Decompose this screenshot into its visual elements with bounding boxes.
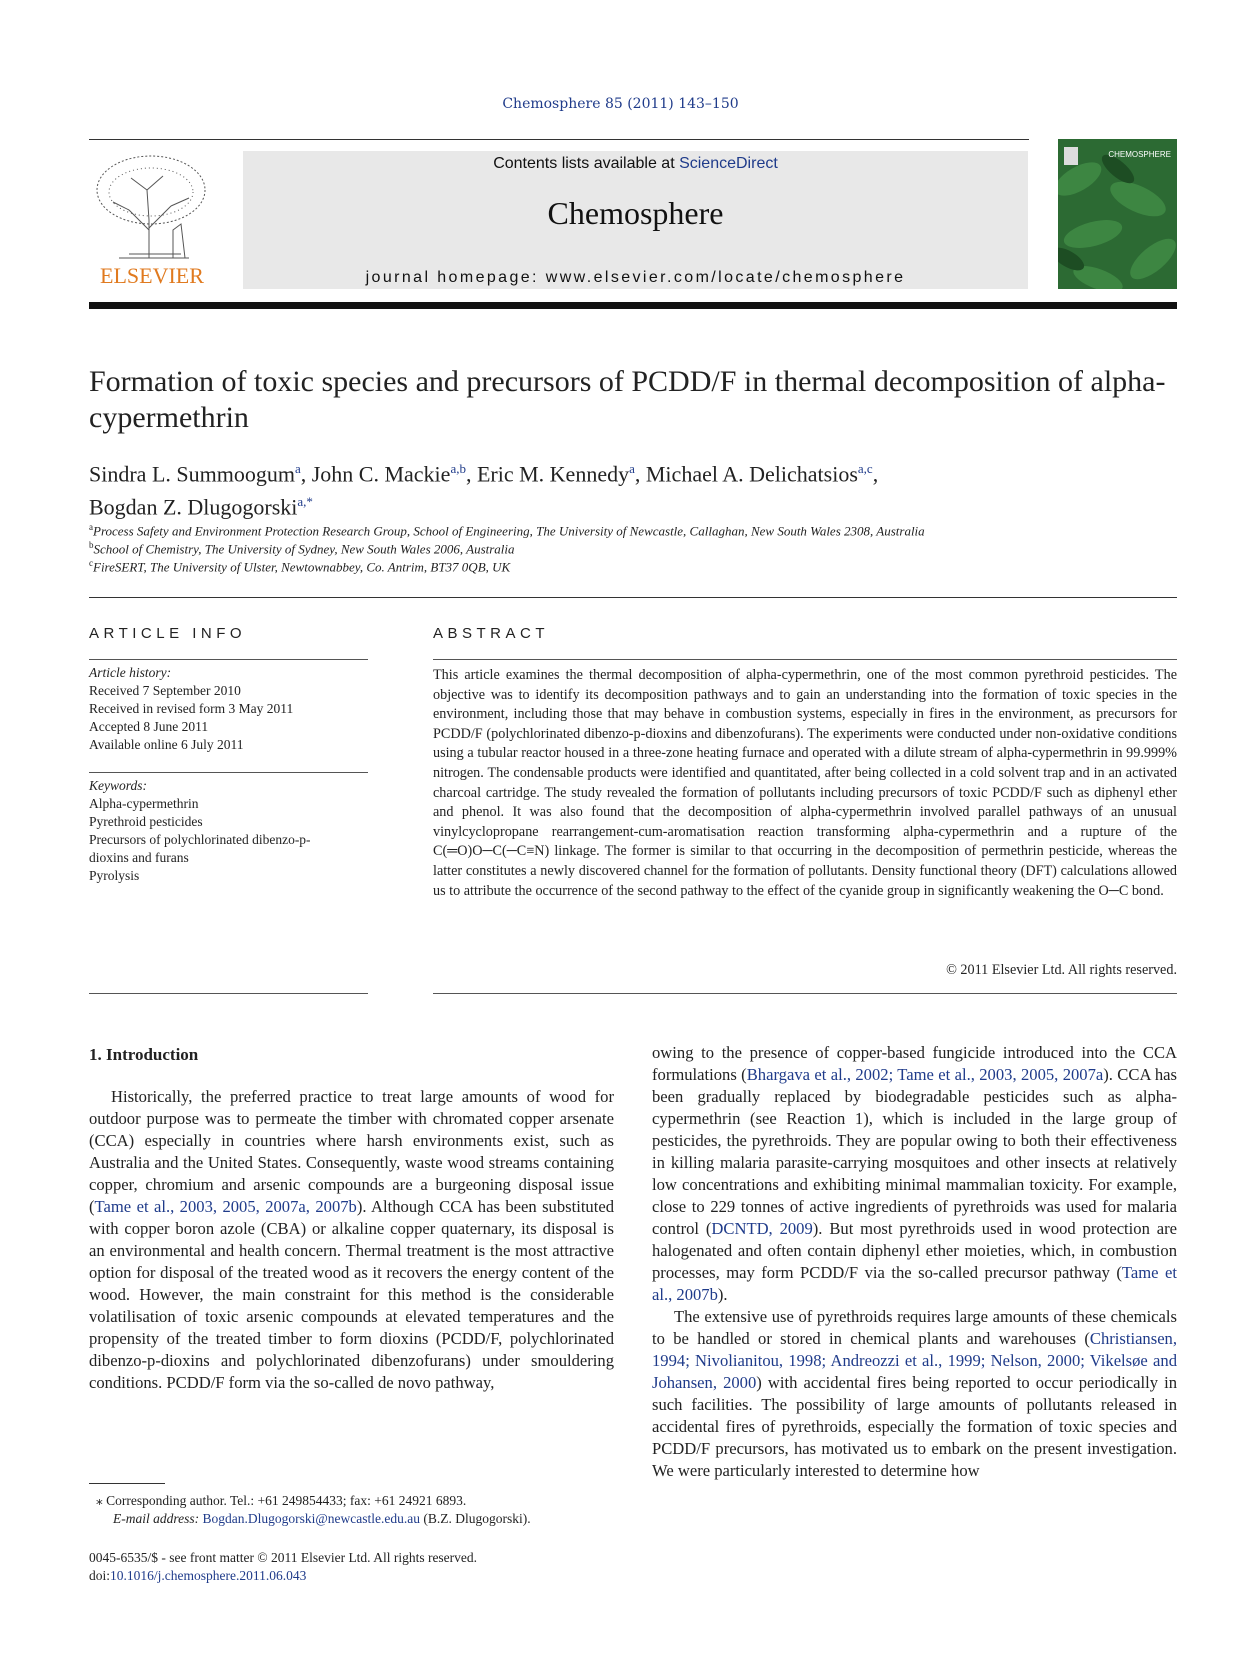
abstract-text: This article examines the thermal decomposition of alpha-cypermethrin, one of the most common pyrethroid pesticides. The objective was to identify its decomposition pathways and to gain an understanding into the formation of toxic species in the environment, including those that may behave in combustion systems, especially in fires in the environment, as precursors for PCDD/F (polychlorinated dibenzo-p-dioxins and dibenzofurans). The experiments were conducted under non-oxidative conditions using a tubular reactor housed in a three-zone heating furnace and operated with a dilute stream of alpha-cypermethrin in 99.999% nitrogen. The condensable products were identified and quantitated, after being collected in a cold solvent trap and in an activated charcoal cartridge. The study revealed the formation of pollutants including precursors of toxic PCDD/F such as diphenyl ether and phenol. It was also found that the decomposition of alpha-cypermethrin involved parallel pathways of an unusual vinylcyclopropane rearrangement-cum-aromatisation reaction transforming alpha-cypermethrin and a rupture of the C(═O)O─C(─C≡N) linkage. The former is similar to that occurring in the decomposition of permethrin pesticide, whereas the latter constitutes a newly discovered channel for the formation of pollutants. Density functional theory (DFT) calculations allowed us to attribute the occurrence of the second pathway to the effect of the cyanide group in significantly weakening the O─C bond. [433, 667, 1177, 899]
author-name: John C. Mackie [311, 461, 451, 487]
history-item: Available online 6 July 2011 [89, 737, 244, 752]
corresponding-author-note: ⁎ Corresponding author. Tel.: +61 249854433; fax: +61 24921 6893. [96, 1493, 467, 1508]
leaves-icon [1058, 139, 1177, 289]
journal-banner [243, 151, 1028, 289]
history-item: Accepted 8 June 2011 [89, 719, 209, 734]
info-rule [89, 772, 368, 773]
contents-line [243, 155, 1028, 173]
intro-right-column [652, 1042, 1177, 1482]
history-item: Received in revised form 3 May 2011 [89, 701, 294, 716]
keyword: Pyrolysis [89, 868, 140, 883]
issn-line: 0045-6535/$ - see front matter © 2011 Elsevier Ltd. All rights reserved. [89, 1550, 478, 1565]
citation-link[interactable]: Christiansen, 1994; Nivolianitou, 1998; Andreozzi et al., 1999; Nelson, 2000; Vikelsøe and Johansen, 2000 [652, 1329, 1177, 1392]
journal-citation[interactable]: Chemosphere 85 (2011) 143–150 [502, 96, 739, 112]
history-label: Article history: [89, 665, 172, 680]
author-affil-sup[interactable]: a,* [297, 494, 313, 510]
author-affil-sup[interactable]: a,c [857, 461, 873, 476]
author-affil-sup[interactable]: a,b [450, 461, 466, 476]
footnote-rule [89, 1483, 165, 1484]
info-rule [89, 993, 368, 994]
affiliation: $^c$FireSERT, The University of Ulster, Newtownabbey, Co. Antrim, BT37 0QB, UK [89, 558, 511, 575]
info-rule [89, 659, 368, 660]
intro-left-column: Historically, the preferred practice to treat large amounts of wood for outdoor purpose was to permeate the timber with chromated copper arsenate (CCA) especially in countries where harsh environments exist, such as Australia and the United States. Consequently, waste wood streams containing copper, chromium and arsenic compounds are a burgeoning disposal issue (Tame et al., 2003, 2005, 2007a, 2007b). Although CCA has been substituted with copper boron azole (CBA) or alkaline copper quaternary, its disposal is an environmental and health concern. Thermal treatment is the most attractive option for disposal of the treated wood as it recovers the energy content of the wood. However, the main constraint for this method is the considerable volatilisation of toxic arsenic compounds at elevated temperatures and the propensity of the treated timber to form dioxins (PCDD/F, polychlorinated dibenzo-p-dioxins and polychlorinated dibenzofurans) under smouldering conditions. PCDD/F form via the so-called de novo pathway, [89, 1087, 614, 1392]
article-history [89, 664, 368, 754]
citation-link[interactable]: DCNTD, 2009 [711, 1219, 813, 1238]
citation-link[interactable]: Tame et al., 2003, 2005, 2007a, 2007b [94, 1197, 357, 1216]
email-note: E-mail address: Bogdan.Dlugogorski@newcastle.edu.au (B.Z. Dlugogorski). [113, 1511, 531, 1526]
author-name: Bogdan Z. Dlugogorski [89, 494, 298, 520]
author-name: Michael A. Delichatsios [645, 461, 858, 487]
keywords [89, 777, 368, 885]
sciencedirect-link[interactable]: ScienceDirect [679, 155, 778, 172]
introduction-heading: 1. Introduction [89, 1045, 199, 1064]
journal-homepage[interactable]: journal homepage: www.elsevier.com/locate/chemosphere [365, 269, 906, 286]
affiliation: $^a$Process Safety and Environment Protection Research Group, School of Engineering, The University of Newcastle, Callaghan, New South Wales 2308, Australia [89, 522, 925, 539]
citation-link[interactable]: Bhargava et al., 2002; Tame et al., 2003, 2005, 2007a [746, 1065, 1104, 1084]
keyword: Pyrethroid pesticides [89, 814, 203, 829]
elsevier-logo [89, 150, 215, 290]
tree-icon [89, 150, 215, 290]
history-item: Received 7 September 2010 [89, 683, 241, 698]
cover-title: CHEMOSPHERE [1108, 150, 1171, 159]
doi-line: doi:10.1016/j.chemosphere.2011.06.043 [89, 1568, 307, 1583]
author-name: Eric M. Kennedy [476, 461, 630, 487]
author-list: Sindra L. Summoogum$^a$, John C. Mackie$^{a,b}$, Eric M. Kennedy$^a$, Michael A. Delichatsios$^{a,c}$, Bogdan Z. Dlugogorski$^{a,*}$ [89, 461, 879, 520]
header-thick-rule [89, 302, 1177, 309]
abstract-rule [433, 659, 1177, 660]
keywords-label: Keywords: [89, 778, 147, 793]
keyword: Alpha-cypermethrin [89, 796, 199, 811]
journal-name: Chemosphere [547, 195, 724, 231]
email-link[interactable]: Bogdan.Dlugogorski@newcastle.edu.au [202, 1511, 421, 1526]
journal-cover-image [1058, 139, 1177, 289]
keyword: Precursors of polychlorinated dibenzo-p- [89, 832, 311, 847]
citation-link[interactable]: Tame et al., 2007b [652, 1263, 1177, 1304]
paragraph: The extensive use of pyrethroids requires large amounts of these chemicals to be handled or stored in chemical plants and warehouses (Christiansen, 1994; Nivolianitou, 1998; Andreozzi et al., 1999; Nelson, 2000; Vikelsøe and Johansen, 2000) with accidental fires being reported to occur periodically in such facilities. The possibility of large amounts of pollutants released in accidental fires of pyrethroids, especially the formation of toxic species and PCDD/F precursors, has motivated us to embark on the present investigation. We were particularly interested to determine how [652, 1307, 1177, 1480]
abstract-copyright: © 2011 Elsevier Ltd. All rights reserved. [946, 962, 1177, 978]
author-name: Sindra L. Summoogum [89, 461, 295, 487]
section-rule [89, 597, 1177, 598]
affiliation: $^b$School of Chemistry, The University of Sydney, New South Wales 2006, Australia [89, 540, 515, 557]
author-affil-sup[interactable]: a [629, 461, 635, 476]
header-rule [89, 139, 1029, 140]
keyword: dioxins and furans [89, 850, 189, 865]
doi-link[interactable]: 10.1016/j.chemosphere.2011.06.043 [110, 1568, 307, 1583]
article-info-heading: ARTICLE INFO [89, 625, 247, 642]
author-affil-sup[interactable]: a [294, 461, 301, 476]
contents-prefix: Contents lists available at [493, 155, 680, 172]
abstract-heading: ABSTRACT [433, 625, 550, 642]
paragraph: owing to the presence of copper-based fungicide introduced into the CCA formulations (Bhargava et al., 2002; Tame et al., 2003, 2005, 2007a). CCA has been gradually replaced by biodegradable pesticides such as alpha-cypermethrin (see Reaction 1), which is included in the large group of pesticides, the pyrethroids. They are popular owing to both their effectiveness in killing malaria parasite-carrying mosquitoes and other insects at relatively low concentrations and exhibiting minimal mammalian toxicity. For example, close to 229 tonnes of active ingredients of pyrethroids was used for malaria control (DCNTD, 2009). But most pyrethroids used in wood protection are halogenated and often contain diphenyl ether moieties, which, in combustion processes, may form PCDD/F via the so-called precursor pathway (Tame et al., 2007b). [652, 1043, 1178, 1304]
abstract-rule [433, 993, 1177, 994]
logo-wordmark: ELSEVIER [100, 263, 204, 288]
article-title: Formation of toxic species and precursors of PCDD/F in thermal decomposition of alpha-cypermethrin [89, 365, 1166, 434]
